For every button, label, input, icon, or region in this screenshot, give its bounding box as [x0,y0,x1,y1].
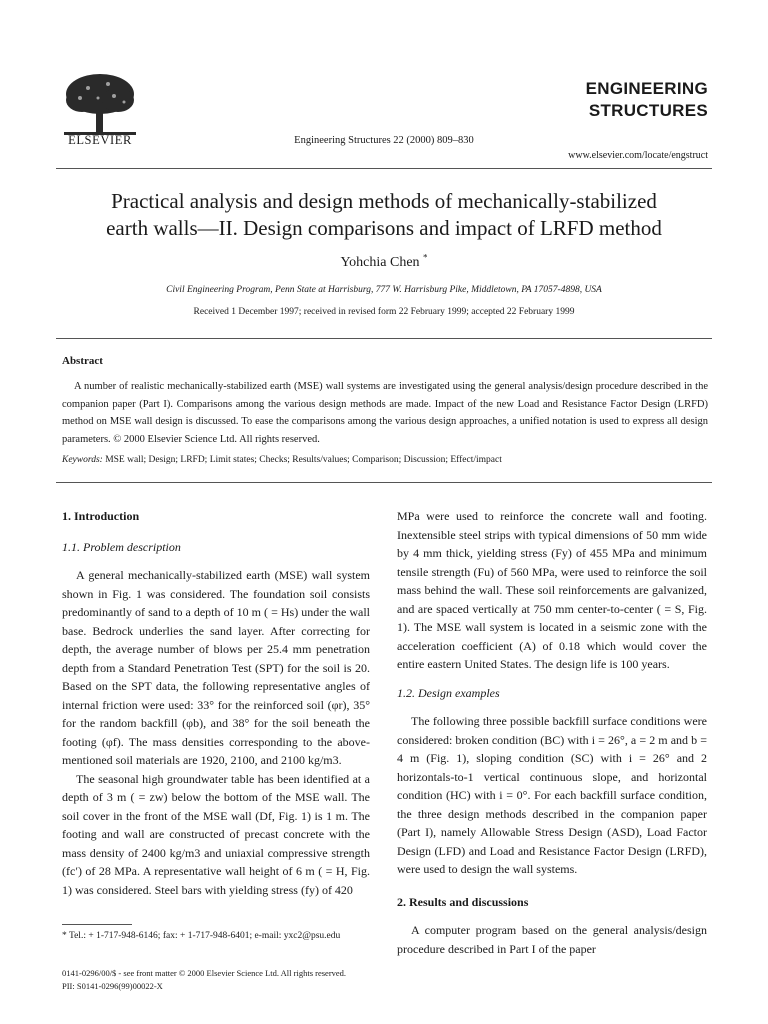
paragraph-design-examples: The following three possible backfill surface conditions were considered: broken condition (BC) with i = 26°, a = 2 m and b = 4 m (Fig. 1), sloping condition (SC) with i = 26° and 2 horizontals-to-1 vertical continuous slope, and horizontal condition (HC) with i = 0°. For each backfill surface condition, the three design methods described in the companion paper (Part I), namely Allowable Stress Design (ASD), Load Factor Design (LFD) and Load and Resistance Factor Design (LRFD), were used to design the wall systems. [397,714,707,876]
received-dates: Received 1 December 1997; received in revised form 22 February 1999; accepted 22 February 1999 [193,307,575,317]
paragraph-reinforcement: MPa were used to reinforce the concrete wall and footing. Inextensible steel strips with typical dimensions of 50 mm wide by 4 mm thick, yielding stress (Fy) of 455 MPa and minimum tensile strength (Fu) of 560 MPa, were used to reinforce the soil mass behind the wall. These soil reinforcements are galvanized, and are spaced vertically at 750 mm center-to-center ( = S, Fig. 1). The MSE wall system is located in a seismic zone with the acceleration coefficient (A) of 0.18 which would cover the entire eastern United States. The design life is 100 years. [397,509,707,671]
keywords-list: MSE wall; Design; LRFD; Limit states; Checks; Results/values; Comparison; Discussion; Effect/impact [105,455,502,465]
paragraph-problem-description: A general mechanically-stabilized earth (MSE) wall system shown in Fig. 1 was considered. The foundation soil consists predominantly of sand to a depth of 10 m ( = Hs) under the wall base. Bedrock underlies the sand layer. After correcting for depth, the average number of blows per 25.4 mm penetration depth from a Standard Penetration Test (SPT) for the soil is 20. Based on the SPT data, the following representative angles of internal friction were used: 33° for the reinforced soil (φr), 35° for the random backfill (φb), and 38° for the soil beneath the footing (φf). The mass densities corresponding to the above-mentioned soil materials are 1920, 2100, and 2100 kg/m3. [62,568,370,767]
keywords-label: Keywords: [62,455,103,465]
abstract-text: A number of realistic mechanically-stabilized earth (MSE) wall systems are investigated using the general analysis/design procedure described in the companion paper (Part I). Comparisons among the various design methods are made. Impact of the new Load and Resistance Factor Design (LRFD) method on MSE wall design is discussed. To ease the comparisons among the various design approaches, a unified notation is used to express all design parameters. © 2000 Elsevier Science Ltd. All rights reserved. [62,381,708,445]
author-footnote-mark[interactable]: * [423,252,428,263]
journal-name-line1: ENGINEERING [585,79,708,98]
header-rule [56,168,712,169]
title-rule [56,338,712,339]
abstract-rule [56,482,712,483]
affiliation: Civil Engineering Program, Penn State at Harrisburg, 777 W. Harrisburg Pike, Middletown, PA 17057-4898, USA [166,285,602,295]
author-line [0,252,768,271]
copyright-line: 0141-0296/00/$ - see front matter © 2000 Elsevier Science Ltd. All rights reserved. [62,968,347,978]
paragraph-groundwater: The seasonal high groundwater table has been identified at a depth of 3 m ( = zw) below the bottom of the MSE wall. The soil cover in the front of the MSE wall (Df, Fig. 1) is 1 m. The footing and wall are constructed of precast concrete with the mass density of 2400 kg/m3 and uniaxial compressive strength (fc′) of 28 MPa. A representative wall height of 6 m ( = H, Fig. 1) was considered. Steel bars with yielding stress (fy) of 420 [62,771,370,897]
article-title [60,188,708,242]
title-line-1: Practical analysis and design methods of mechanically-stabilized [111,189,657,213]
publisher-name: ELSEVIER [68,133,132,147]
footnote-rule [62,924,132,925]
author-name: Yohchia Chen [340,255,420,270]
journal-logo-text [586,78,708,122]
paragraph-results: A computer program based on the general analysis/design procedure described in Part I of the paper [397,923,707,956]
left-column [62,507,370,899]
journal-reference: Engineering Structures 22 (2000) 809–830 [294,135,474,146]
section-2-heading: 2. Results and discussions [397,894,529,909]
subsection-1-1-heading: 1.1. Problem description [62,539,181,554]
pii-line: PII: S0141-0296(99)00022-X [62,981,163,991]
journal-name-line2: STRUCTURES [588,101,708,120]
keywords [62,455,708,465]
subsection-1-2-heading: 1.2. Design examples [397,685,500,700]
journal-url[interactable]: www.elsevier.com/locate/engstruct [568,150,708,161]
author-contact-footnote: * Tel.: + 1-717-948-6146; fax: + 1-717-948-6401; e-mail: yxc2@psu.edu [62,931,341,941]
title-line-2: earth walls—II. Design comparisons and impact of LRFD method [106,216,662,240]
section-1-heading: 1. Introduction [62,509,140,523]
abstract-heading: Abstract [62,355,103,367]
right-column [397,507,707,958]
